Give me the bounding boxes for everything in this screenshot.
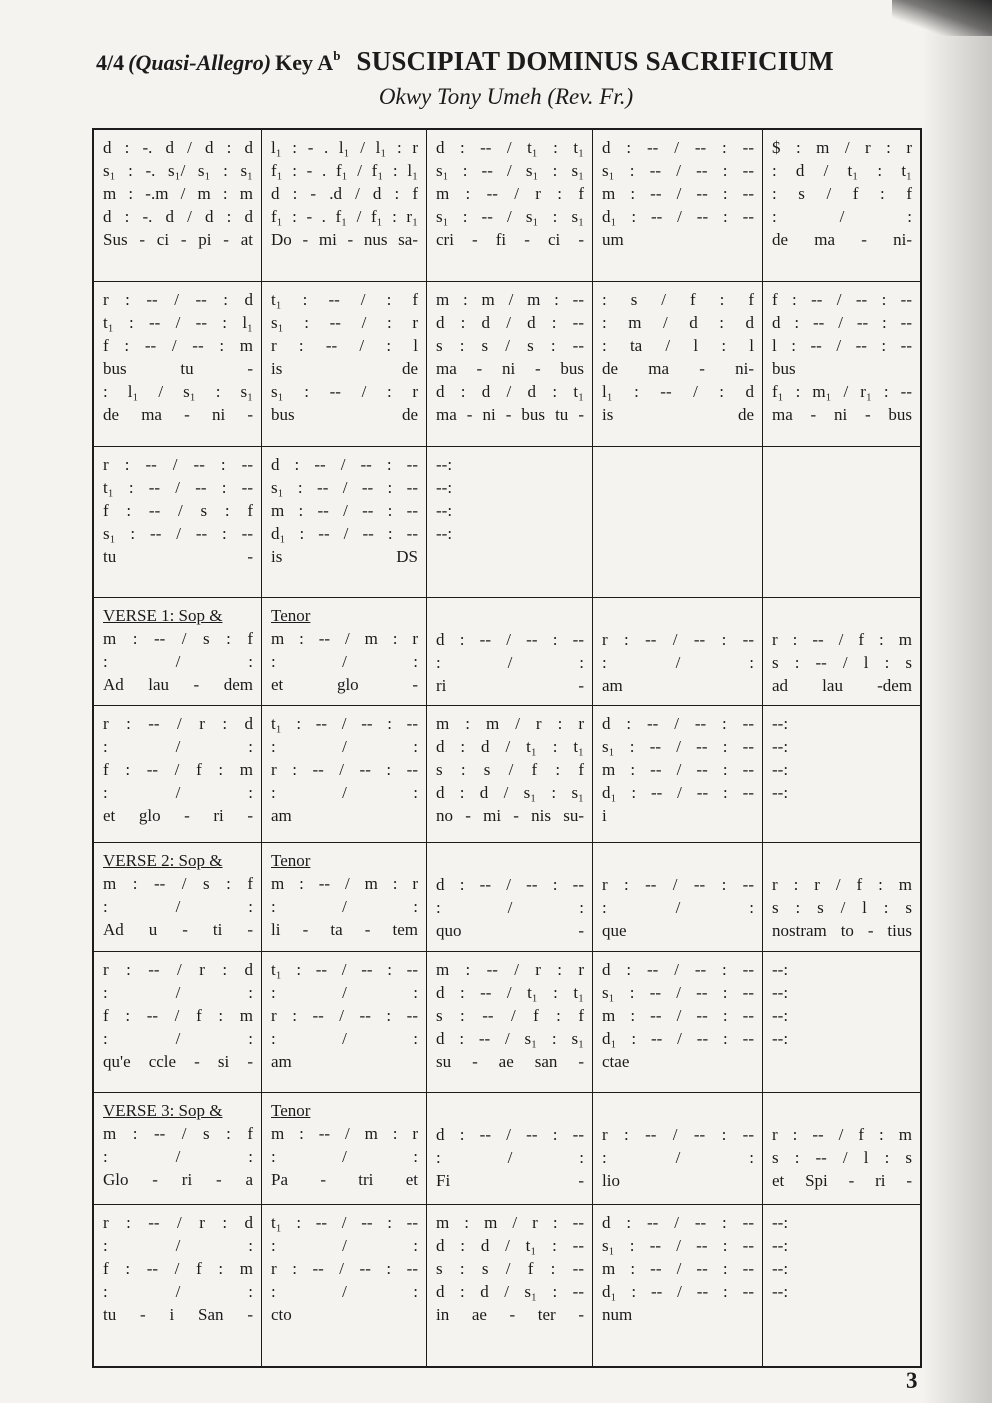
notation-line: ctae [602,1052,630,1071]
notation-line: r : -- / f : m [772,630,912,649]
notation-line: Ad lau - dem [103,675,253,694]
notation-line: : / : [271,737,418,756]
notation-line: r : -- / -- : -- [602,875,754,894]
notation-line: s : s / f : f [436,760,584,779]
notation-line: f : -- / f : m [103,1006,253,1025]
notation-line: s₁ : -- / : r [271,382,418,401]
score-row [94,130,920,282]
notation-line: d : -- / t₁ : t₁ [436,138,584,157]
score-row [94,843,920,952]
notation-line: d : -- / -- : -- [602,714,754,733]
notation-line: : / : [103,1236,253,1255]
notation-line: d : -- / -- : -- [436,1125,584,1144]
notation-line: is de [271,359,418,378]
notation-line: d₁ : -- / -- : -- [602,1282,754,1301]
notation-line: is DS [271,547,418,566]
notation-line: t₁ : -- / -- : l₁ [103,313,253,332]
score-cell [763,282,920,446]
notation-line: que [602,921,627,940]
score-cell [427,706,593,842]
score-cell [262,843,427,951]
notation-line: --: [772,1236,789,1255]
notation-line: : / : [436,898,584,917]
notation-line: d₁ : -- / -- : -- [271,524,418,543]
notation-line: d : -- / -- : -- [772,313,912,332]
score-row [94,598,920,706]
notation-line: d : - .d / d : f [271,184,418,203]
notation-line: : / : [271,652,418,671]
score-cell [427,1205,593,1366]
notation-line: : / : [271,1282,418,1301]
notation-line: --: [772,737,789,756]
notation-line: m : -- / m : r [271,874,418,893]
notation-line: s₁ : -- / -- : -- [103,524,253,543]
notation-line: : / : [271,1147,418,1166]
notation-line: de ma - ni- [602,359,754,378]
notation-line: --: [436,478,453,497]
key-signature: Key A [275,50,334,75]
composer-credit: Okwy Tony Umeh (Rev. Fr.) [378,84,634,109]
notation-line: nostram to - tius [772,921,912,940]
scan-corner-shadow [892,0,992,36]
notation-line: de ma - ni - [103,405,253,424]
notation-line: : / : [772,207,912,226]
notation-line: d : -- / -- : -- [602,960,754,979]
score-row [94,706,920,843]
notation-line: r : -- / -- : -- [271,1006,418,1025]
verse-heading: VERSE 3: Sop & [103,1101,223,1120]
notation-line: --: [772,1259,789,1278]
notation-line: cto [271,1305,292,1324]
notation-line: Pa - tri et [271,1170,418,1189]
notation-line: f₁ : - . f₁ / f₁ : r₁ [271,207,418,226]
notation-line: m : -- / r : f [436,184,584,203]
score-row [94,1093,920,1205]
notation-line: s : -- / l : s [772,653,912,672]
score-row [94,282,920,447]
notation-line: d : -- / -- : -- [436,875,584,894]
notation-line: : s / f : f [602,290,754,309]
notation-line: s₁ : -- / -- : -- [602,161,754,180]
notation-line: qu'e ccle - si - [103,1052,253,1071]
notation-line: bus [772,359,796,378]
score-cell [763,598,920,705]
notation-line: li - ta - tem [271,920,418,939]
score-cell [427,1093,593,1204]
notation-line: : / : [103,783,253,802]
notation-line: m : -- / s : f [103,874,253,893]
notation-line: d : d / s₁ : s₁ [436,783,584,802]
notation-line: d : d / d : -- [436,313,584,332]
sol-fa-score-table [92,128,922,1368]
score-cell [763,952,920,1092]
notation-line: f : -- / f : m [103,1259,253,1278]
notation-line: Fi - [436,1171,584,1190]
score-cell [262,598,427,705]
score-cell [763,843,920,951]
notation-line: f₁ : m₁ / r₁ : -- [772,382,912,401]
notation-line: d₁ : -- / -- : -- [602,783,754,802]
score-cell [427,282,593,446]
score-cell [593,952,763,1092]
score-cell [94,1205,262,1366]
notation-line: --: [772,714,789,733]
notation-line: um [602,230,624,249]
notation-line: f : -- / -- : -- [772,290,912,309]
notation-line: : / : [103,652,253,671]
notation-line: : / : [602,1148,754,1167]
notation-line: r : r / f : m [772,875,912,894]
verse-heading: VERSE 1: Sop & [103,606,223,625]
notation-line: et Spi - ri - [772,1171,912,1190]
notation-line: d : d / t₁ : t₁ [436,737,584,756]
notation-line: : / : [271,1236,418,1255]
score-cell [593,706,763,842]
score-cell [427,952,593,1092]
notation-line: s : s / f : -- [436,1259,584,1278]
score-cell [94,706,262,842]
song-title: SUSCIPIAT DOMINUS SACRIFICIUM [356,46,834,76]
notation-line: m : -- / -- : -- [602,1006,754,1025]
notation-line: num [602,1305,633,1324]
notation-line: d : -. d / d : d [103,207,253,226]
notation-line: d : -- / t₁ : t₁ [436,983,584,1002]
notation-line: m : -- / -- : -- [602,1259,754,1278]
notation-line: ad lau -dem [772,676,912,695]
notation-line: t₁ : -- / -- : -- [271,1213,418,1232]
meter: 4/4 [96,50,125,75]
notation-line: --: [772,760,789,779]
notation-line: m : m / m : -- [436,290,584,309]
score-cell [593,1205,763,1366]
notation-line: : / : [103,1147,253,1166]
notation-line: Sus - ci - pi - at [103,230,253,249]
score-cell [763,1093,920,1204]
score-row [94,952,920,1093]
notation-line: su - ae san - [436,1052,584,1071]
notation-line: d : -- / -- : -- [602,1213,754,1232]
song-header [96,46,956,77]
notation-line: quo - [436,921,584,940]
notation-line: : / : [271,983,418,1002]
score-cell [262,130,427,281]
score-row [94,447,920,598]
notation-line: d : -- / -- : -- [436,630,584,649]
notation-line: et glo - [271,675,418,694]
verse-heading: Tenor [271,851,311,870]
notation-line: s₁ : -- / s₁ : s₁ [436,207,584,226]
notation-line: m : m / r : r [436,714,584,733]
notation-line: : / : [436,653,584,672]
score-cell [593,1093,763,1204]
scan-shadow [922,0,992,1403]
key-accidental: b [333,48,341,63]
notation-line: et glo - ri - [103,806,253,825]
notation-line: : / : [103,737,253,756]
notation-line: ma - ni - bus [436,359,584,378]
notation-line: t₁ : -- / -- : -- [103,478,253,497]
notation-line: : l₁ / s₁ : s₁ [103,382,253,401]
notation-line: : m / d : d [602,313,754,332]
notation-line: : / : [103,897,253,916]
notation-line: l₁ : -- / : d [602,382,754,401]
notation-line: f : -- / s : f [103,501,253,520]
notation-line: s₁ : -- / -- : -- [271,478,418,497]
notation-line: ma - ni - bus tu - [436,405,584,424]
notation-line: --: [772,783,789,802]
notation-line: r : -- / r : d [103,714,253,733]
notation-line: no - mi - nis su- [436,806,584,825]
page-number: 3 [906,1368,918,1393]
notation-line: s : s / s : -- [436,336,584,355]
notation-line: r : -- / -- : -- [271,1259,418,1278]
notation-line: ma - ni - bus [772,405,912,424]
notation-line: --: [436,501,453,520]
notation-line: in ae - ter - [436,1305,584,1324]
notation-line: d₁ : -- / -- : -- [602,1029,754,1048]
notation-line: am [271,1052,292,1071]
verse-heading: Tenor [271,1101,311,1120]
notation-line: i [602,806,607,825]
notation-line: : / : [602,898,754,917]
notation-line: de ma - ni- [772,230,912,249]
notation-line: : / : [271,897,418,916]
notation-line: m : -- / s : f [103,629,253,648]
score-cell [262,706,427,842]
notation-line: : ta / l : l [602,336,754,355]
notation-line: t₁ : -- / -- : -- [271,960,418,979]
notation-line: m : -- / s : f [103,1124,253,1143]
score-cell [593,282,763,446]
notation-line: r : -- / -- : -- [602,1125,754,1144]
notation-line: l : -- / -- : -- [772,336,912,355]
notation-line: am [271,806,292,825]
tempo-marking: (Quasi-Allegro) [128,50,272,75]
score-cell [763,1205,920,1366]
notation-line: : / : [103,1282,253,1301]
notation-line: m : -- / m : r [271,1124,418,1143]
score-cell [763,130,920,281]
notation-line: d : -- / -- : -- [602,138,754,157]
score-cell [262,282,427,446]
score-cell [763,447,920,597]
notation-line: m : m / r : -- [436,1213,584,1232]
notation-line: t₁ : -- / -- : -- [271,714,418,733]
score-row [94,1205,920,1366]
score-cell [593,130,763,281]
notation-line: cri - fi - ci - [436,230,584,249]
notation-line: d₁ : -- / -- : -- [602,207,754,226]
notation-line: r : -- / -- : -- [602,630,754,649]
score-cell [427,130,593,281]
notation-line: m : -- / -- : -- [602,760,754,779]
notation-line: : / : [271,783,418,802]
score-cell [262,447,427,597]
notation-line: m : -- / r : r [436,960,584,979]
notation-line: $ : m / r : r [772,138,912,157]
notation-line: r : -- / -- : -- [103,455,253,474]
notation-line: s₁ : -- / -- : -- [602,1236,754,1255]
notation-line: --: [772,1029,789,1048]
notation-line: f₁ : - . f₁ / f₁ : l₁ [271,161,418,180]
notation-line: tu - [103,547,253,566]
score-cell [94,130,262,281]
notation-line: d : d / d : t₁ [436,382,584,401]
notation-line: am [602,676,623,695]
score-cell [94,447,262,597]
score-cell [427,843,593,951]
notation-line: s : -- / f : f [436,1006,584,1025]
notation-line: f : -- / -- : m [103,336,253,355]
score-cell [593,843,763,951]
notation-line: r : -- / r : d [103,960,253,979]
notation-line: --: [772,960,789,979]
notation-line: : / : [103,983,253,1002]
notation-line: --: [772,983,789,1002]
notation-line: r : -- / f : m [772,1125,912,1144]
verse-heading: VERSE 2: Sop & [103,851,223,870]
notation-line: --: [772,1006,789,1025]
score-cell [94,952,262,1092]
notation-line: d : -- / s₁ : s₁ [436,1029,584,1048]
notation-line: d : -. d / d : d [103,138,253,157]
notation-line: lio [602,1171,620,1190]
notation-line: --: [772,1282,789,1301]
notation-line: d : d / s₁ : -- [436,1282,584,1301]
notation-line: Ad u - ti - [103,920,253,939]
notation-line: Do - mi - nus sa- [271,230,418,249]
notation-line: s : -- / l : s [772,1148,912,1167]
score-cell [427,447,593,597]
notation-line: bus de [271,405,418,424]
notation-line: --: [772,1213,789,1232]
notation-line: : s / f : f [772,184,912,203]
notation-line: : / : [436,1148,584,1167]
score-cell [763,706,920,842]
score-cell [94,282,262,446]
score-cell [262,1205,427,1366]
notation-line: r : -- / : l [271,336,418,355]
notation-line: f : -- / f : m [103,760,253,779]
notation-line: m : -.m / m : m [103,184,253,203]
notation-line: bus tu - [103,359,253,378]
notation-line: t₁ : -- / : f [271,290,418,309]
score-cell [94,843,262,951]
notation-line: r : -- / -- : d [103,290,253,309]
notation-line: m : -- / -- : -- [271,501,418,520]
score-cell [262,1093,427,1204]
notation-line: r : -- / -- : -- [271,760,418,779]
notation-line: s₁ : -- / : r [271,313,418,332]
score-cell [593,447,763,597]
score-cell [593,598,763,705]
notation-line: --: [436,524,453,543]
notation-line: ri - [436,676,584,695]
notation-line: : / : [271,1029,418,1048]
verse-heading: Tenor [271,606,311,625]
notation-line: s₁ : -- / -- : -- [602,737,754,756]
notation-line: s : s / l : s [772,898,912,917]
score-cell [262,952,427,1092]
notation-line: s₁ : -- / -- : -- [602,983,754,1002]
notation-line: m : -- / m : r [271,629,418,648]
notation-line: s₁ : -. s₁/ s₁ : s₁ [103,161,253,180]
notation-line: d : -- / -- : -- [271,455,418,474]
score-cell [427,598,593,705]
notation-line: : / : [103,1029,253,1048]
score-cell [94,598,262,705]
notation-line: Glo - ri - a [103,1170,253,1189]
notation-line: m : -- / -- : -- [602,184,754,203]
notation-line: l₁ : - . l₁ / l₁ : r [271,138,418,157]
notation-line: s₁ : -- / s₁ : s₁ [436,161,584,180]
notation-line: tu - i San - [103,1305,253,1324]
notation-line: : / : [602,653,754,672]
notation-line: --: [436,455,453,474]
score-cell [94,1093,262,1204]
notation-line: r : -- / r : d [103,1213,253,1232]
notation-line: is de [602,405,754,424]
notation-line: : d / t₁ : t₁ [772,161,912,180]
notation-line: d : d / t₁ : -- [436,1236,584,1255]
